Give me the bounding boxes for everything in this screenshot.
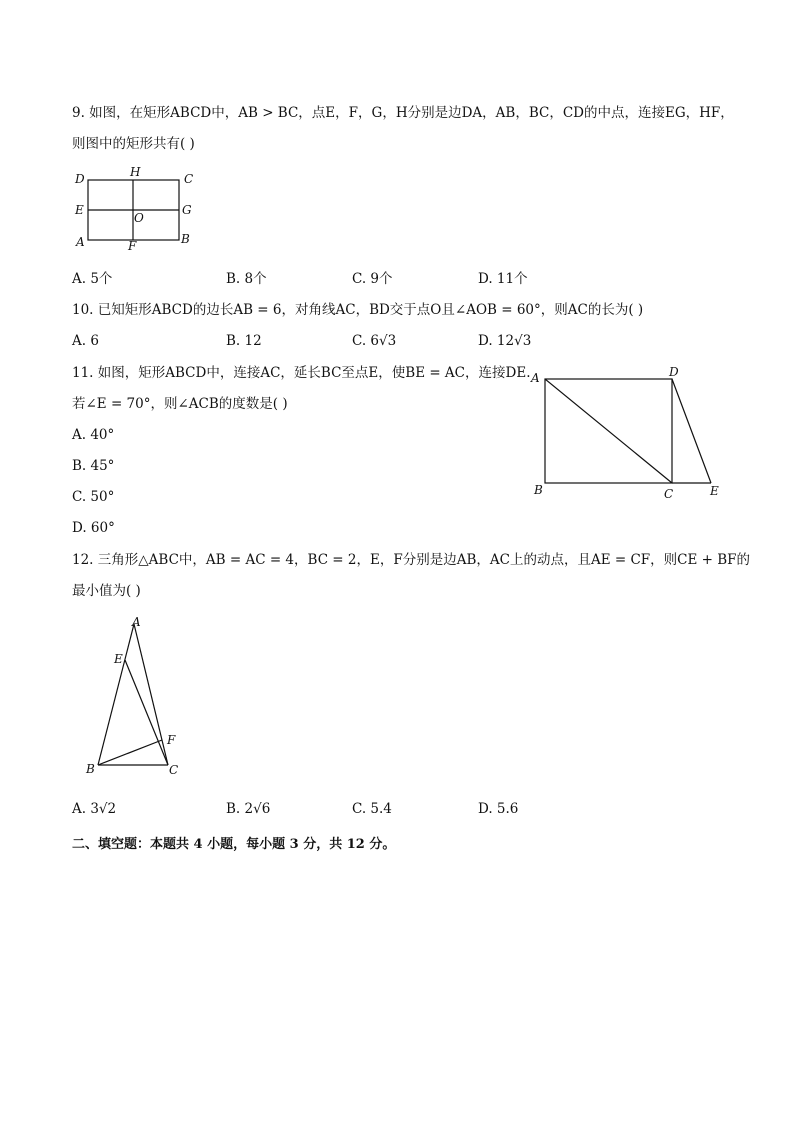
q11-label-A: A: [531, 371, 540, 385]
q9-stem-line1: 9. 如图，在矩形ABCD中，AB > BC，点E，F，G，H分别是边DA，AB，BC，CD的中点，连接EG，HF，: [72, 105, 734, 121]
q11-figure-rectangle-triangle: [528, 364, 728, 504]
q11-option-c[interactable]: C. 50°: [72, 489, 115, 505]
q9-option-c[interactable]: C. 9个: [352, 271, 393, 287]
q12-label-C: C: [169, 763, 179, 777]
q10-option-d[interactable]: D. 12√3: [478, 333, 532, 349]
q12-label-A: A: [132, 615, 141, 629]
q9-label-B: B: [181, 232, 190, 246]
q9-figure-rectangle: [72, 164, 202, 254]
q11-stem-line1: 11. 如图，矩形ABCD中，连接AC，延长BC至点E，使BE = AC，连接DE.: [72, 365, 531, 381]
q11-label-E: E: [710, 484, 719, 498]
q9-label-G: G: [182, 203, 192, 217]
q11-option-b[interactable]: B. 45°: [72, 458, 115, 474]
q10-stem-line1: 10. 已知矩形ABCD的边长AB = 6，对角线AC，BD交于点O且∠AOB = 60°，则AC的长为( ): [72, 302, 644, 318]
q11-option-a[interactable]: A. 40°: [72, 427, 115, 443]
q11-label-C: C: [664, 487, 674, 501]
q11-stem-line2: 若∠E = 70°，则∠ACB的度数是( ): [72, 396, 288, 412]
q10-option-a[interactable]: A. 6: [72, 333, 99, 349]
q12-figure-triangle: [80, 612, 190, 782]
q9-option-b[interactable]: B. 8个: [226, 271, 267, 287]
q9-option-d[interactable]: D. 11个: [478, 271, 528, 287]
q9-label-E: E: [75, 203, 84, 217]
q12-label-B: B: [86, 762, 95, 776]
q12-stem-line1: 12. 三角形△ABC中，AB = AC = 4，BC = 2，E，F分别是边AB，AC上的动点，且AE = CF，则CE + BF的: [72, 552, 751, 568]
q12-option-b[interactable]: B. 2√6: [226, 801, 271, 817]
q12-option-d[interactable]: D. 5.6: [478, 801, 519, 817]
q10-option-c[interactable]: C. 6√3: [352, 333, 397, 349]
q12-stem-line2: 最小值为( ): [72, 583, 141, 599]
q12-label-F: F: [167, 733, 176, 747]
q10-option-b[interactable]: B. 12: [226, 333, 262, 349]
q12-label-E: E: [114, 652, 123, 666]
q9-label-H: H: [130, 165, 141, 179]
section-2-heading: 二、填空题：本题共 4 小题，每小题 3 分，共 12 分。: [72, 837, 396, 852]
q9-stem-line2: 则图中的矩形共有( ): [72, 136, 195, 152]
q11-option-d[interactable]: D. 60°: [72, 520, 115, 536]
q12-option-c[interactable]: C. 5.4: [352, 801, 392, 817]
q9-label-C: C: [184, 172, 194, 186]
q9-option-a[interactable]: A. 5个: [72, 271, 113, 287]
q12-option-a[interactable]: A. 3√2: [72, 801, 117, 817]
q11-label-D: D: [669, 365, 679, 379]
q9-label-A: A: [76, 235, 85, 249]
q9-label-D: D: [75, 172, 85, 186]
q11-label-B: B: [534, 483, 543, 497]
q9-label-O: O: [134, 211, 144, 225]
q9-label-F: F: [128, 239, 137, 253]
